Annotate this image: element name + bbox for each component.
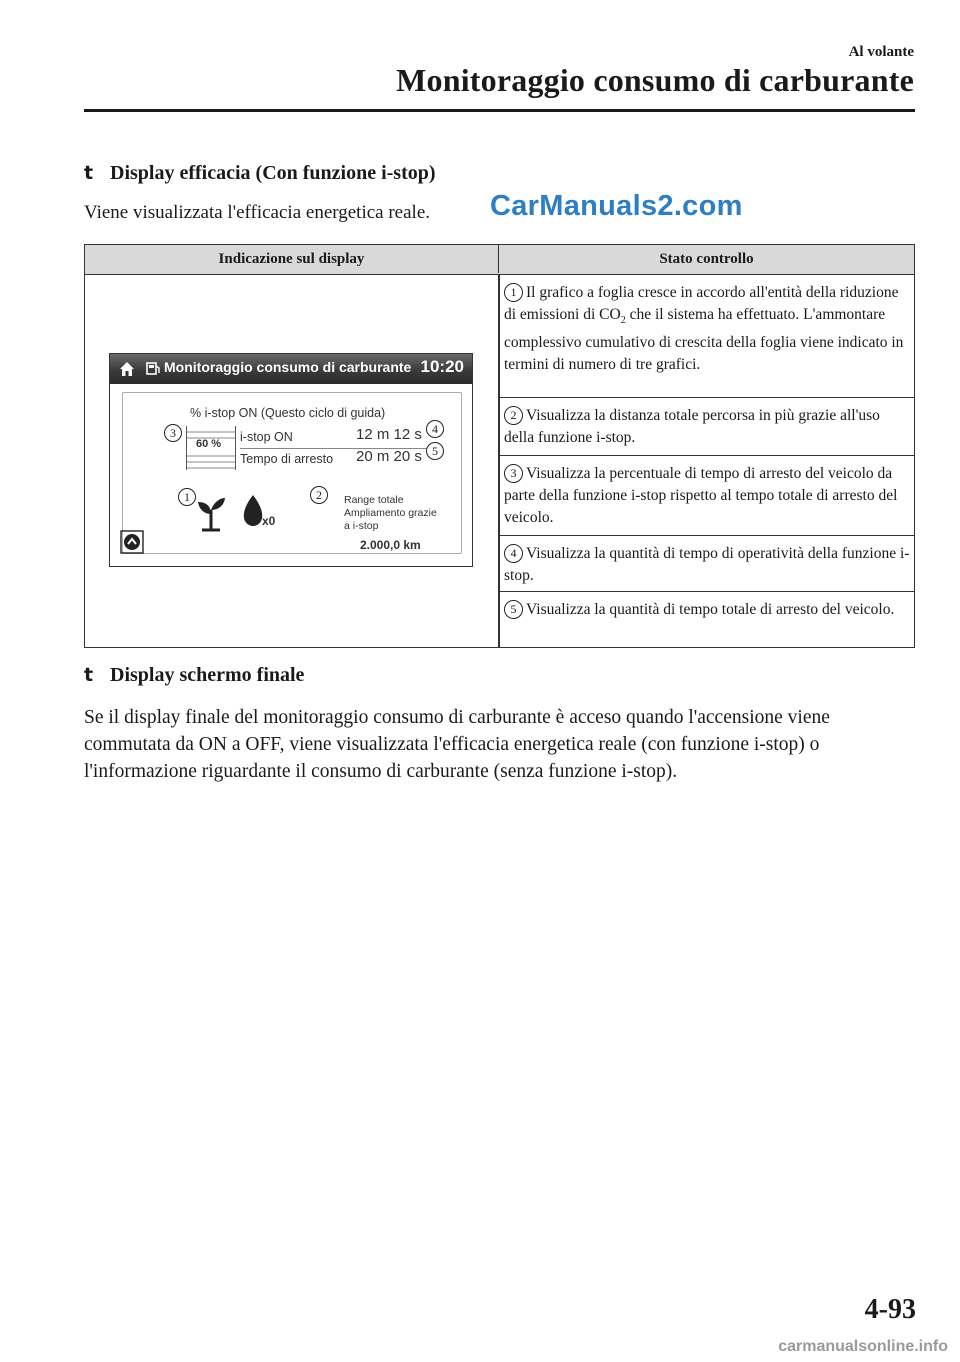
menu-toggle-icon [120,530,144,554]
range-label: Range totale [344,494,404,506]
istop-on-value: 12 m 12 s [356,426,422,443]
section-bullet: t [84,664,94,686]
istop-gauge-value: 60 % [196,438,222,450]
item-number: 1 [504,283,523,302]
stop-time-label: Tempo di arresto [240,452,334,466]
item-number: 4 [504,544,523,563]
header-section-label: Al volante [848,44,914,60]
callout-1: 1 [178,488,196,506]
istop-on-label: i-stop ON [240,430,293,444]
home-icon [118,360,136,378]
subscript: 2 [620,315,626,327]
status-cell-5 [500,591,914,647]
table-header [85,245,914,275]
section-bullet: t [84,162,94,184]
screen-clock: 10:20 [420,357,464,376]
page-number: 4-93 [864,1294,916,1325]
leaf-icon [242,494,264,528]
status-text: Visualizza la quantità di tempo totale di arresto del veicolo. [526,601,895,618]
watermark-footer: carmanualsonline.info [778,1338,948,1355]
sprout-icon [196,492,226,532]
status-cell-3 [500,455,914,535]
leaf-count: x0 [262,514,276,528]
range-label: Ampliamento grazie [344,507,437,519]
status-text: Visualizza la quantità di tempo di operatività della funzione i-stop. [504,545,910,584]
section-body: Se il display finale del monitoraggio consumo di carburante è acceso quando l'accensione viene commutata da ON a OFF, viene visualizzata l'efficacia energetica reale (con funzione i-stop) o l'informazione riguardante il consumo di carburante (senza funzione i-stop). [84,707,830,782]
column-header-status: Stato controllo [659,251,754,267]
range-label: a i-stop [344,520,379,532]
status-text: Visualizza la percentuale di tempo di arresto del veicolo da parte della funzione i-stop rispetto al tempo totale di arresto del veicolo. [504,465,898,526]
section-heading-final-screen [84,664,304,687]
screen-title-bar [110,354,472,384]
status-cell-2 [500,397,914,455]
item-number: 3 [504,464,523,483]
column-header-display: Indicazione sul display [85,245,499,273]
status-cell-1 [500,275,914,397]
display-info-table [84,244,915,648]
status-text: Il grafico a foglia cresce in accordo all'entità della riduzione di emissioni di CO [504,284,899,323]
status-text-cont: che il sistema ha effettuato. L'ammontare complessivo cumulativo di crescita della foglia viene indicato in termini di numero di tre grafici. [504,306,904,374]
callout-2: 2 [310,486,328,504]
item-number: 5 [504,600,523,619]
section-heading-text: Display schermo finale [110,664,305,686]
section-heading-text: Display efficacia (Con funzione i-stop) [110,162,436,184]
section-heading-efficacy [84,162,436,185]
status-text: Visualizza la distanza totale percorsa in più grazie all'uso della funzione i-stop. [504,407,880,446]
section-intro: Viene visualizzata l'efficacia energetica reale. [84,202,430,223]
display-illustration [109,353,473,567]
callout-5: 5 [426,442,444,460]
item-number: 2 [504,406,523,425]
istop-percent-label: % i-stop ON (Questo ciclo di guida) [190,406,386,420]
header-rule [84,109,915,112]
fuel-monitor-icon [146,362,160,376]
watermark-logo: CarManuals2.com [490,190,743,222]
page-title: Monitoraggio consumo di carburante [396,62,914,98]
callout-4: 4 [426,420,444,438]
callout-3: 3 [164,424,182,442]
screen-title: Monitoraggio consumo di carburante [164,359,412,375]
status-cell-4 [500,535,914,591]
range-value: 2.000,0 km [360,538,421,552]
stop-time-value: 20 m 20 s [356,448,422,465]
